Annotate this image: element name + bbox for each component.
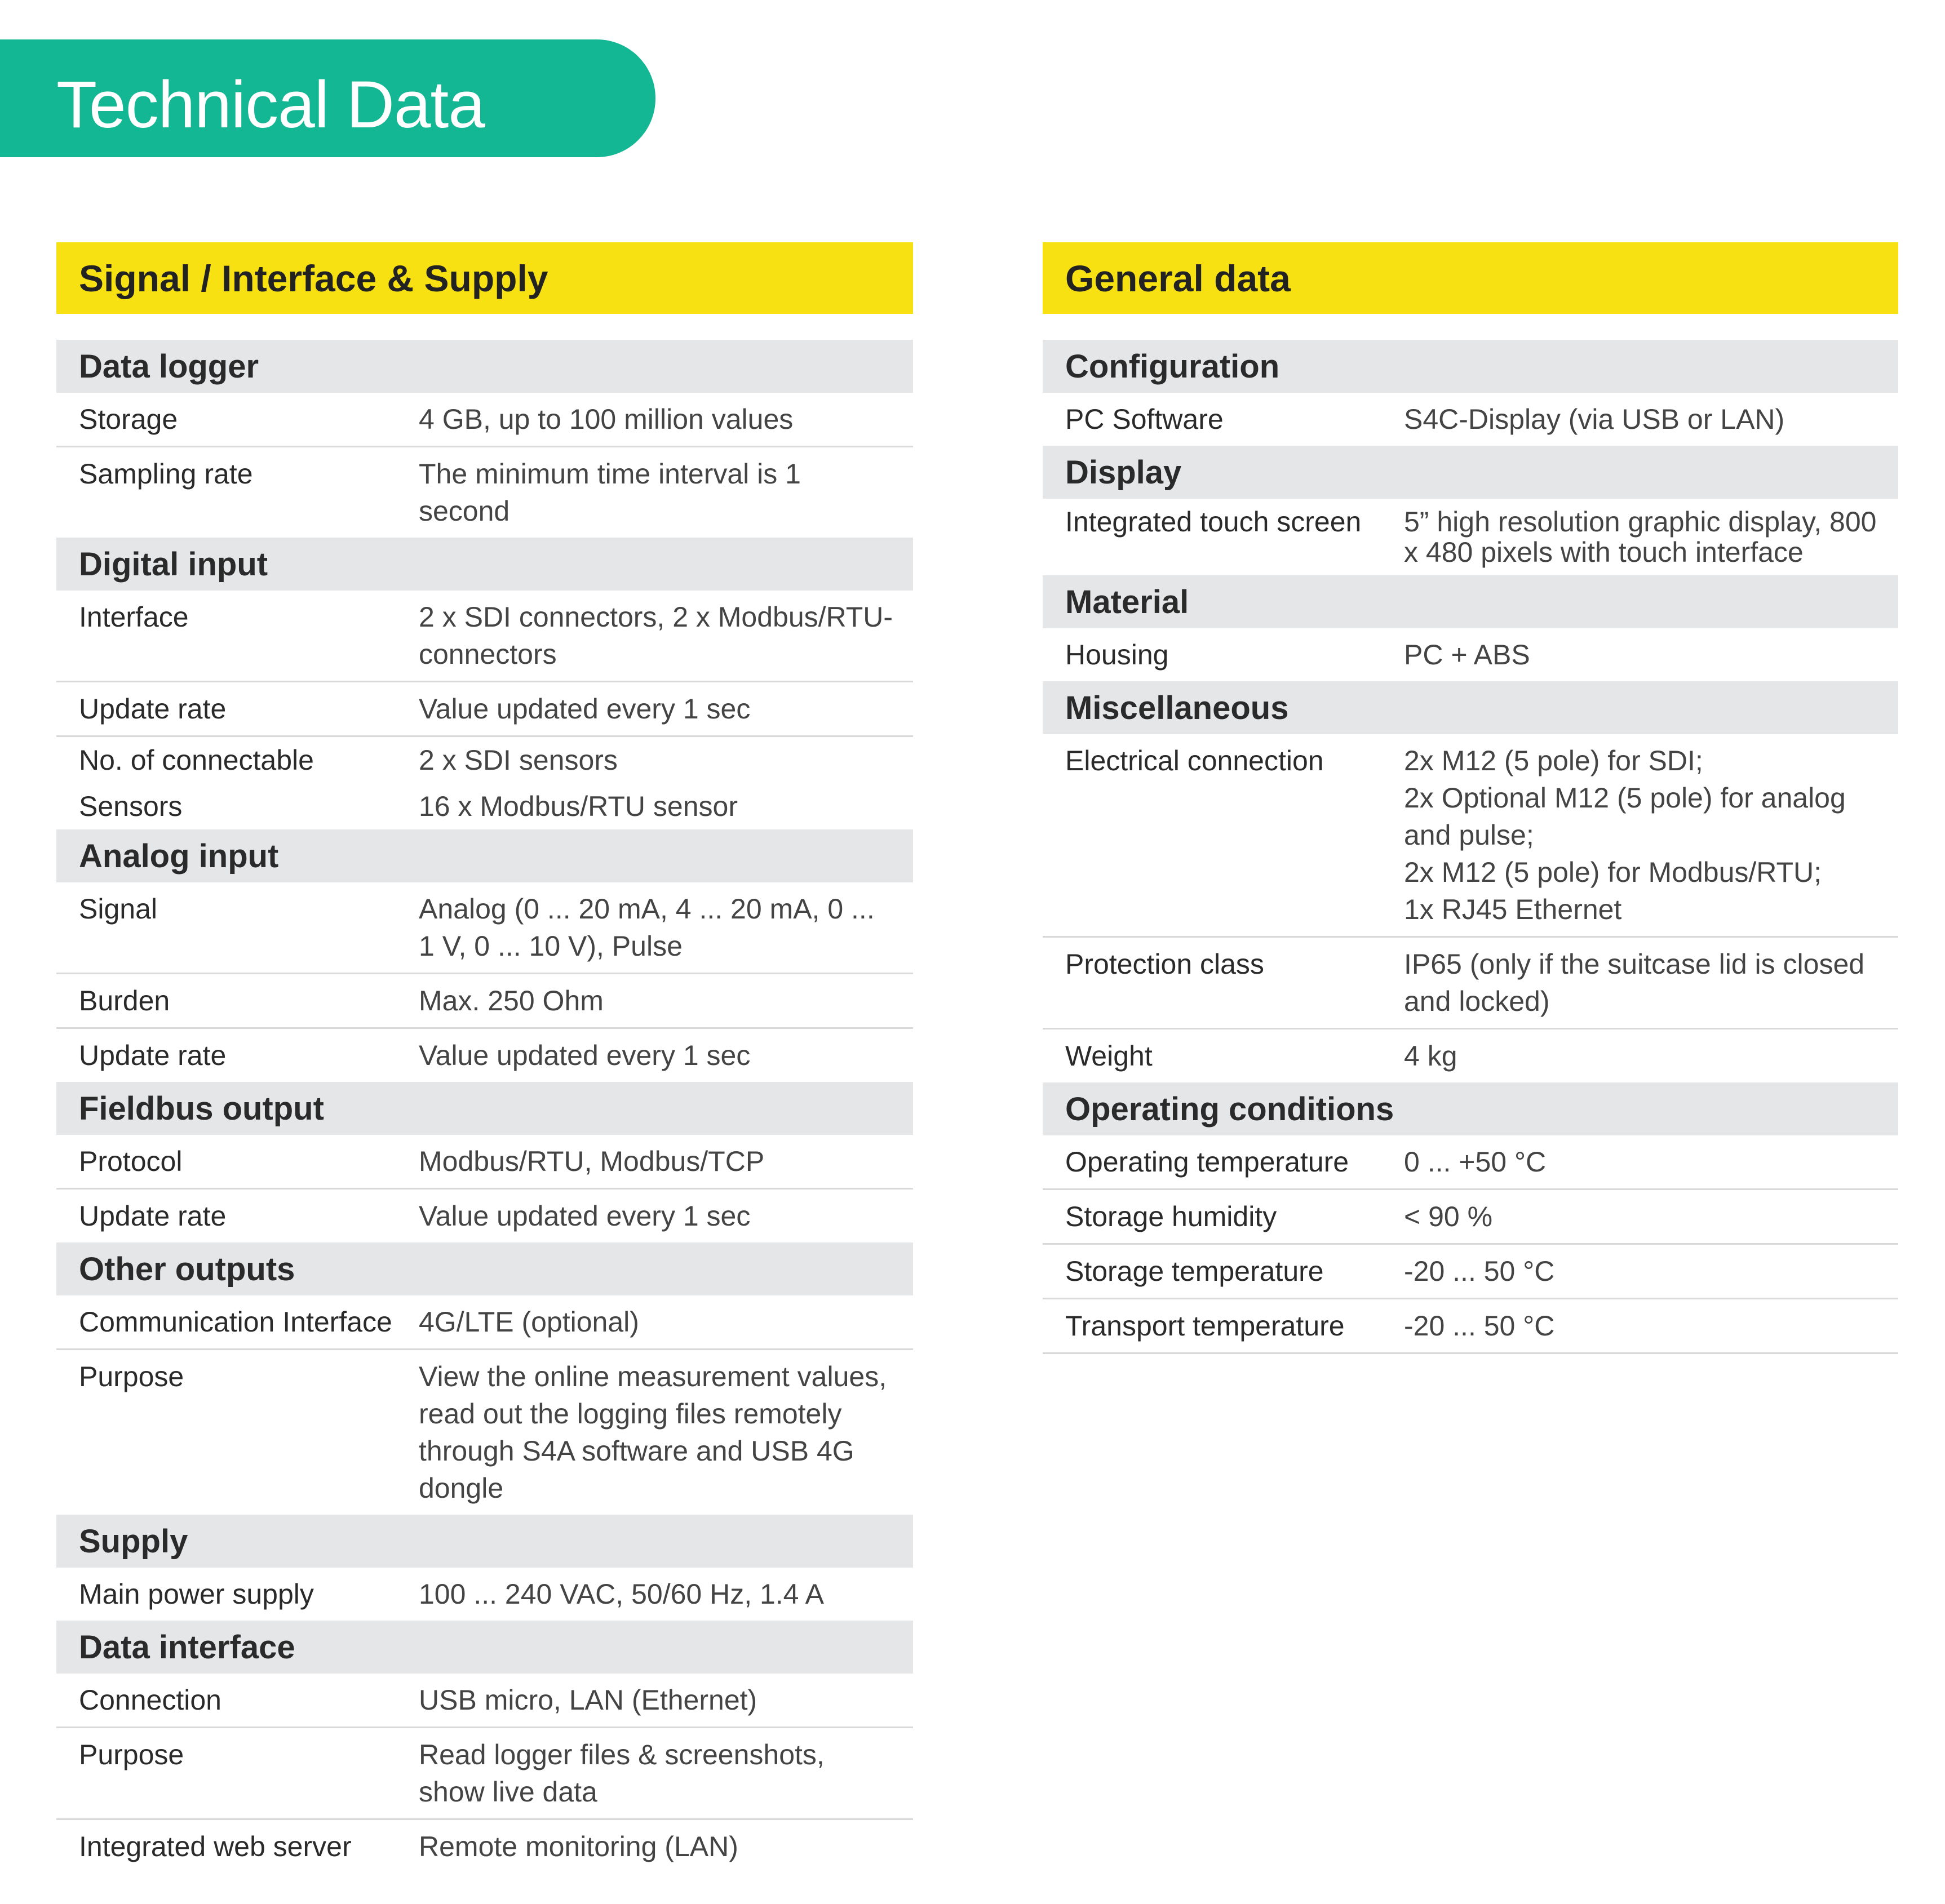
- table-row: [56, 393, 913, 447]
- section-heading-general-data: General data: [1043, 242, 1898, 314]
- value-line: 2x Optional M12 (5 pole) for analog and pulse;: [1404, 782, 1846, 851]
- value-line: 1x RJ45 Ethernet: [1404, 894, 1622, 925]
- row-label: Interface: [79, 601, 189, 633]
- row-value: Modbus/RTU, Modbus/TCP: [419, 1146, 765, 1177]
- row-label: Connection: [79, 1684, 221, 1716]
- group-header-display: Display: [1043, 446, 1898, 499]
- row-value: Max. 250 Ohm: [419, 985, 604, 1017]
- row-value: IP65 (only if the suitcase lid is closed and locked): [1404, 948, 1865, 1017]
- row-label: Main power supply: [79, 1578, 314, 1610]
- row-value: 4 kg: [1404, 1040, 1457, 1072]
- row-label: Operating temperature: [1065, 1146, 1349, 1178]
- table-row: [1043, 499, 1898, 575]
- table-row: [56, 1135, 913, 1190]
- row-value: USB micro, LAN (Ethernet): [419, 1684, 757, 1716]
- row-label: Signal: [79, 893, 157, 925]
- row-value: Read logger files & screenshots, show live data: [419, 1739, 825, 1808]
- table-row: [56, 737, 913, 783]
- row-value: Value updated every 1 sec: [419, 693, 751, 725]
- table-row: [56, 1295, 913, 1350]
- value-line: 2x M12 (5 pole) for SDI;: [1404, 745, 1703, 776]
- table-row: [1043, 938, 1898, 1029]
- row-value: View the online measurement values, read out the logging files remotely through S4A software and USB 4G dongle: [419, 1361, 887, 1504]
- row-value: 4 GB, up to 100 million values: [419, 403, 794, 435]
- row-value: 4G/LTE (optional): [419, 1306, 639, 1338]
- page-title: Technical Data: [56, 68, 485, 142]
- table-row: [56, 783, 913, 829]
- group-header-operating-conditions: Operating conditions: [1043, 1082, 1898, 1135]
- group-header-material: Material: [1043, 575, 1898, 628]
- group-header-miscellaneous: Miscellaneous: [1043, 681, 1898, 734]
- table-row: [56, 974, 913, 1029]
- row-label: Weight: [1065, 1040, 1153, 1072]
- row-value: The minimum time interval is 1 second: [419, 458, 801, 527]
- table-row: [56, 1350, 913, 1515]
- group-header-supply: Supply: [56, 1515, 913, 1568]
- row-value: Value updated every 1 sec: [419, 1040, 751, 1071]
- row-label: Storage: [79, 403, 178, 435]
- row-value: -20 ... 50 °C: [1404, 1310, 1555, 1342]
- section-heading-signal-interface-supply: Signal / Interface & Supply: [56, 242, 913, 314]
- left-column: [56, 242, 913, 1873]
- group-header-fieldbus-output: Fieldbus output: [56, 1082, 913, 1135]
- row-label: Sensors: [79, 791, 183, 822]
- row-value: Remote monitoring (LAN): [419, 1831, 738, 1862]
- row-label: Purpose: [79, 1739, 184, 1770]
- table-row: [56, 1674, 913, 1728]
- row-value: 16 x Modbus/RTU sensor: [419, 791, 738, 822]
- title-banner: [0, 39, 655, 157]
- row-label: No. of connectable: [79, 744, 314, 776]
- group-header-data-interface: Data interface: [56, 1621, 913, 1674]
- row-value: Value updated every 1 sec: [419, 1200, 751, 1232]
- row-label: Electrical connection: [1065, 745, 1324, 776]
- row-label: Integrated touch screen: [1065, 506, 1362, 538]
- row-value: < 90 %: [1404, 1201, 1493, 1232]
- row-value: 0 ... +50 °C: [1404, 1146, 1547, 1178]
- row-label: Burden: [79, 985, 170, 1017]
- table-row: [1043, 1190, 1898, 1245]
- row-label: Sampling rate: [79, 458, 253, 490]
- table-row: [56, 1029, 913, 1082]
- table-row: [56, 882, 913, 974]
- group-header-other-outputs: Other outputs: [56, 1242, 913, 1295]
- table-row: [56, 1728, 913, 1820]
- row-value: PC + ABS: [1404, 639, 1530, 671]
- row-label: Purpose: [79, 1361, 184, 1392]
- table-row: [56, 682, 913, 737]
- table-row: [1043, 1245, 1898, 1299]
- table-row: [56, 1568, 913, 1621]
- table-row: [1043, 628, 1898, 681]
- row-label: Communication Interface: [79, 1306, 392, 1338]
- group-header-analog-input: Analog input: [56, 829, 913, 882]
- row-label: Storage temperature: [1065, 1255, 1324, 1287]
- table-row: [1043, 1135, 1898, 1190]
- group-header-digital-input: Digital input: [56, 538, 913, 591]
- table-row: [56, 1820, 913, 1873]
- row-label: PC Software: [1065, 403, 1224, 435]
- table-row: [56, 447, 913, 538]
- row-value: -20 ... 50 °C: [1404, 1255, 1555, 1287]
- table-row: [1043, 734, 1898, 938]
- group-header-data-logger: Data logger: [56, 340, 913, 393]
- row-label: Storage humidity: [1065, 1201, 1277, 1232]
- table-row: [56, 1190, 913, 1242]
- row-value: Analog (0 ... 20 mA, 4 ... 20 mA, 0 ... 1 V, 0 ... 10 V), Pulse: [419, 893, 875, 962]
- row-value: [1381, 734, 1898, 936]
- row-value: S4C-Display (via USB or LAN): [1404, 403, 1785, 435]
- row-label: Protocol: [79, 1146, 183, 1177]
- row-label: Update rate: [79, 1200, 227, 1232]
- table-row: [1043, 1299, 1898, 1354]
- value-line: 2x M12 (5 pole) for Modbus/RTU;: [1404, 856, 1822, 888]
- row-label: Integrated web server: [79, 1831, 352, 1862]
- row-label: Protection class: [1065, 948, 1264, 980]
- row-value: 100 ... 240 VAC, 50/60 Hz, 1.4 A: [419, 1578, 824, 1610]
- group-header-configuration: Configuration: [1043, 340, 1898, 393]
- table-row: [1043, 1029, 1898, 1082]
- right-column: [1043, 242, 1898, 1354]
- table-row: [56, 591, 913, 682]
- row-label: Update rate: [79, 1040, 227, 1071]
- row-label: Housing: [1065, 639, 1169, 671]
- row-value: 2 x SDI connectors, 2 x Modbus/RTU-connectors: [419, 601, 893, 670]
- row-label: Transport temperature: [1065, 1310, 1345, 1342]
- table-row: [1043, 393, 1898, 446]
- row-label: Update rate: [79, 693, 227, 725]
- row-value: 2 x SDI sensors: [419, 744, 618, 776]
- row-value: 5” high resolution graphic display, 800 x 480 pixels with touch interface: [1404, 506, 1877, 568]
